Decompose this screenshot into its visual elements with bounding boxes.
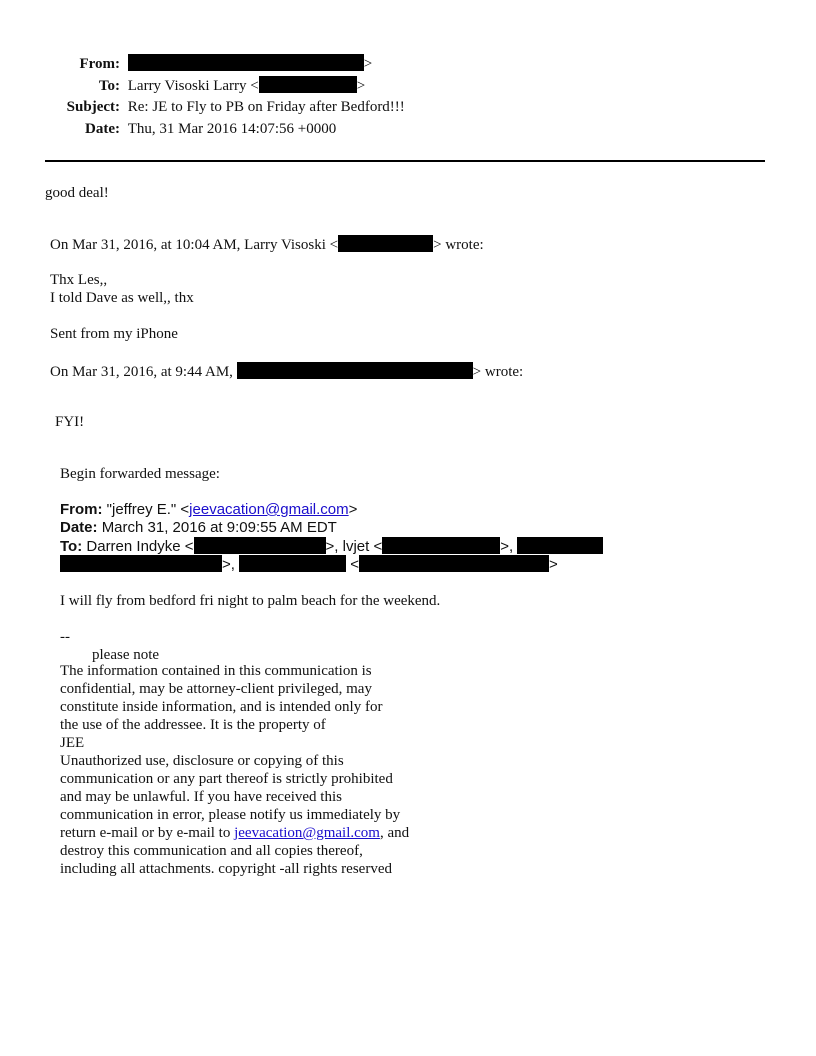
redaction-box xyxy=(128,54,364,71)
disclaimer-block xyxy=(60,662,409,878)
disclaimer-line: destroy this communication and all copies thereof, xyxy=(60,843,363,859)
quote1-line2: I told Dave as well,, thx xyxy=(50,290,194,306)
fwd-date-value: March 31, 2016 at 9:09:55 AM EDT xyxy=(101,519,337,536)
fwd-to-label: To: xyxy=(60,538,83,555)
header-to-row xyxy=(0,76,365,95)
fwd-from-email-link[interactable]: jeevacation@gmail.com xyxy=(189,501,349,518)
disclaimer-line: the use of the addressee. It is the property of xyxy=(60,717,326,733)
quote1-wrote: > wrote: xyxy=(433,237,484,253)
to-value: Larry Visoski Larry < xyxy=(127,78,259,94)
fwd-date-label: Date: xyxy=(60,519,98,536)
redaction-box xyxy=(259,76,357,93)
fwd-from-row xyxy=(60,501,357,519)
fwd-date-row xyxy=(60,519,337,537)
disclaimer-line-email xyxy=(60,824,409,842)
disclaimer-line: constitute inside information, and is intended only for xyxy=(60,699,383,715)
disclaimer-line10-pre: return e-mail or by e-mail to xyxy=(60,825,235,841)
header-divider xyxy=(45,160,765,162)
disclaimer-email-link[interactable]: jeevacation@gmail.com xyxy=(234,825,380,841)
fwd-to-row xyxy=(60,537,603,556)
disclaimer-line10-post: , and xyxy=(379,825,410,841)
redaction-box xyxy=(359,555,549,572)
header-date-row xyxy=(0,120,336,138)
fwd-to-sep2: >, xyxy=(500,538,514,555)
quote2-fyi: FYI! xyxy=(55,414,85,430)
from-suffix: > xyxy=(363,56,373,72)
to-suffix: > xyxy=(356,78,366,94)
forward-intro: Begin forwarded message: xyxy=(60,466,220,482)
signature-dashes: -- xyxy=(60,629,70,645)
fwd-to-row-2 xyxy=(60,555,558,574)
date-value: Thu, 31 Mar 2016 14:07:56 +0000 xyxy=(127,121,337,137)
fwd-to-name1: Darren Indyke < xyxy=(86,538,194,555)
disclaimer-line: The information contained in this communication is xyxy=(60,663,372,679)
to-label: To: xyxy=(98,78,120,94)
disclaimer-line: communication in error, please notify us immediately by xyxy=(60,807,401,823)
header-subject-row xyxy=(0,98,405,116)
disclaimer-line: including all attachments. copyright -all rights reserved xyxy=(60,861,392,877)
quote1-intro: On Mar 31, 2016, at 10:04 AM, Larry Visoski < xyxy=(50,237,339,253)
please-note: please note xyxy=(92,647,160,663)
redaction-box xyxy=(517,537,603,554)
quote2-intro: On Mar 31, 2016, at 9:44 AM, xyxy=(50,364,233,380)
date-label: Date: xyxy=(85,121,120,137)
from-label: From: xyxy=(79,56,120,72)
quote1-intro-row xyxy=(50,235,484,254)
disclaimer-line: confidential, may be attorney-client privileged, may xyxy=(60,681,372,697)
fwd-to-sep4: < xyxy=(350,556,360,573)
redaction-box xyxy=(382,537,500,554)
redaction-box xyxy=(194,537,326,554)
redaction-box xyxy=(239,555,346,572)
fwd-from-value: "jeffrey E." < xyxy=(106,501,190,518)
fwd-from-suffix: > xyxy=(348,501,358,518)
quote1-signature: Sent from my iPhone xyxy=(50,326,178,342)
fwd-from-label: From: xyxy=(60,501,103,518)
redaction-box xyxy=(60,555,222,572)
fwd-to-sep5: > xyxy=(549,556,558,573)
redaction-box xyxy=(237,362,473,379)
subject-label: Subject: xyxy=(66,99,120,115)
fwd-message: I will fly from bedford fri night to palm beach for the weekend. xyxy=(60,593,441,609)
quote2-wrote: > wrote: xyxy=(472,364,524,380)
subject-value: Re: JE to Fly to PB on Friday after Bedford!!! xyxy=(127,99,405,115)
quote2-intro-row xyxy=(50,362,523,381)
fwd-to-sep1: >, lvjet < xyxy=(325,538,383,555)
disclaimer-line: and may be unlawful. If you have received this xyxy=(60,789,342,805)
header-from-row xyxy=(0,54,372,73)
quote1-line1: Thx Les,, xyxy=(50,272,108,288)
disclaimer-line: Unauthorized use, disclosure or copying of this xyxy=(60,753,344,769)
reply-text: good deal! xyxy=(45,185,109,201)
disclaimer-line: JEE xyxy=(60,735,85,751)
fwd-to-sep3: >, xyxy=(222,556,235,573)
disclaimer-line: communication or any part thereof is strictly prohibited xyxy=(60,771,393,787)
redaction-box xyxy=(338,235,433,252)
